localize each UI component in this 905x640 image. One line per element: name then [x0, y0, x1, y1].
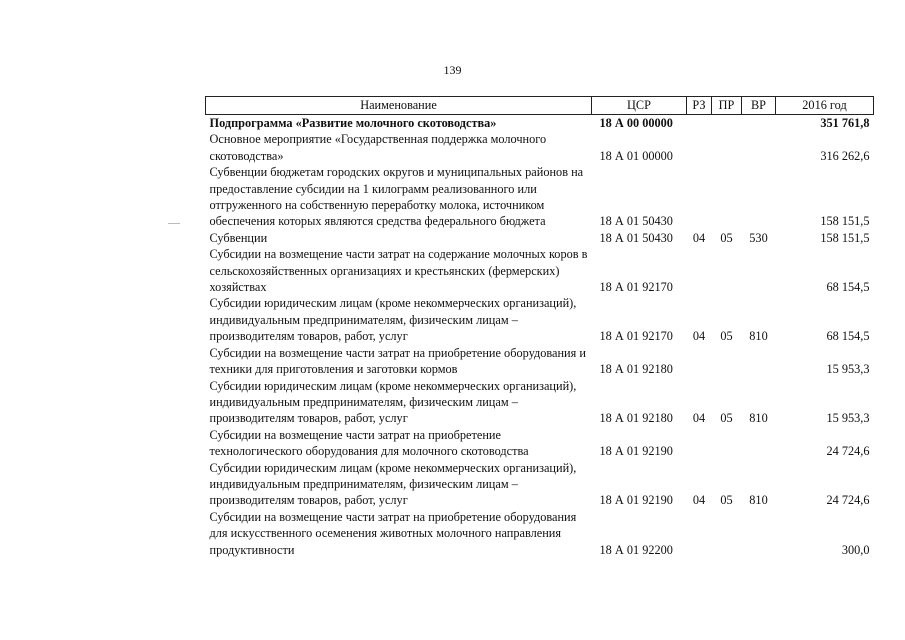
row-vr — [742, 246, 776, 295]
row-csr: 18 А 01 92200 — [599, 542, 673, 557]
table-row — [206, 460, 874, 509]
row-vr: 810 — [749, 493, 768, 508]
row-vr — [742, 509, 776, 558]
row-rz: 04 — [692, 411, 706, 426]
table-row — [206, 378, 874, 427]
row-rz — [687, 246, 712, 295]
row-amount: 158 151,5 — [820, 214, 870, 229]
row-amount: 68 154,5 — [826, 329, 870, 344]
row-pr — [712, 131, 742, 164]
table-row — [206, 230, 874, 246]
row-pr — [712, 246, 742, 295]
row-csr: 18 А 01 92180 — [599, 411, 673, 426]
table-header-row — [206, 97, 874, 115]
row-name: Субвенции — [209, 230, 268, 245]
row-amount: 351 761,8 — [820, 116, 870, 130]
header-csr: ЦСР — [592, 97, 687, 115]
header-year: 2016 год — [776, 97, 874, 115]
row-rz — [687, 427, 712, 460]
header-vr: ВР — [742, 97, 776, 115]
row-csr: 18 А 01 92170 — [599, 329, 673, 344]
table-row — [206, 164, 874, 230]
table-row — [206, 509, 874, 558]
row-amount: 15 953,3 — [826, 411, 870, 426]
table-body — [206, 115, 874, 558]
row-name: Субсидии на возмещение части затрат на приобретение технологического оборудования для молочного скотоводства — [209, 427, 529, 459]
table-row — [206, 345, 874, 378]
header-rz: РЗ — [687, 97, 712, 115]
budget-table — [205, 96, 874, 558]
row-name: Субсидии юридическим лицам (кроме некоммерческих организаций), индивидуальным предпринимателям, физическим лицам – производителям товаров, работ, услуг — [209, 378, 577, 426]
row-pr: 05 — [720, 411, 733, 426]
row-name: Субсидии юридическим лицам (кроме некоммерческих организаций), индивидуальным предпринимателям, физическим лицам – производителям товаров, работ, услуг — [209, 296, 577, 344]
row-vr — [742, 131, 776, 164]
row-pr — [712, 115, 742, 132]
row-amount: 300,0 — [841, 542, 870, 557]
row-csr: 18 А 01 92190 — [599, 493, 673, 508]
row-pr: 05 — [720, 230, 733, 245]
row-rz: 04 — [692, 493, 706, 508]
row-csr: 18 А 01 50430 — [599, 214, 673, 229]
row-name: Подпрограмма «Развитие молочного скотоводства» — [209, 116, 497, 130]
row-vr — [742, 345, 776, 378]
row-name: Основное мероприятие «Государственная поддержка молочного скотоводства» — [209, 132, 547, 163]
row-amount: 15 953,3 — [826, 362, 870, 377]
table-row — [206, 115, 874, 132]
row-amount: 316 262,6 — [820, 148, 870, 163]
row-name: Субсидии на возмещение части затрат на содержание молочных коров в сельскохозяйственных организациях и крестьянских (фермерских) хозяйствах — [209, 247, 588, 295]
row-rz — [687, 345, 712, 378]
row-vr: 810 — [749, 411, 768, 426]
row-pr — [712, 345, 742, 378]
row-csr: 18 А 01 00000 — [599, 148, 673, 163]
row-vr — [742, 115, 776, 132]
margin-mark — [168, 223, 180, 224]
row-vr: 530 — [749, 230, 768, 245]
row-amount: 68 154,5 — [826, 280, 870, 295]
page-number: 139 — [443, 63, 462, 77]
row-pr: 05 — [720, 329, 733, 344]
row-pr — [712, 509, 742, 558]
row-csr: 18 А 01 92170 — [599, 280, 673, 295]
row-amount: 24 724,6 — [826, 444, 870, 459]
row-amount: 158 151,5 — [820, 230, 870, 245]
row-name: Субвенции бюджетам городских округов и муниципальных районов на предоставление субсидии на 1 килограмм реализованного или отгруженного на собственную переработку молока, источником обеспечения которых являются средства федерального бюджета — [209, 165, 584, 229]
header-name: Наименование — [206, 97, 592, 115]
row-pr — [712, 164, 742, 230]
header-pr: ПР — [712, 97, 742, 115]
row-name: Субсидии на возмещение части затрат на приобретение оборудования и техники для приготовления и заготовки кормов — [209, 345, 586, 377]
row-rz — [687, 131, 712, 164]
row-rz: 04 — [692, 230, 706, 245]
table-row — [206, 295, 874, 344]
row-vr — [742, 427, 776, 460]
row-rz — [687, 115, 712, 132]
row-csr: 18 А 01 92190 — [599, 444, 673, 459]
row-rz: 04 — [692, 329, 706, 344]
table-row — [206, 427, 874, 460]
row-csr: 18 А 00 00000 — [599, 116, 673, 130]
row-csr: 18 А 01 92180 — [599, 362, 673, 377]
row-pr — [712, 427, 742, 460]
row-name: Субсидии на возмещение части затрат на приобретение оборудования для искусственного осеменения животных молочного направления продуктивности — [209, 509, 577, 557]
row-csr: 18 А 01 50430 — [599, 230, 673, 245]
row-name: Субсидии юридическим лицам (кроме некоммерческих организаций), индивидуальным предпринимателям, физическим лицам – производителям товаров, работ, услуг — [209, 460, 577, 508]
row-pr: 05 — [720, 493, 733, 508]
row-amount: 24 724,6 — [826, 493, 870, 508]
row-vr: 810 — [749, 329, 768, 344]
table-row — [206, 131, 874, 164]
row-rz — [687, 164, 712, 230]
row-vr — [742, 164, 776, 230]
row-rz — [687, 509, 712, 558]
table-row — [206, 246, 874, 295]
